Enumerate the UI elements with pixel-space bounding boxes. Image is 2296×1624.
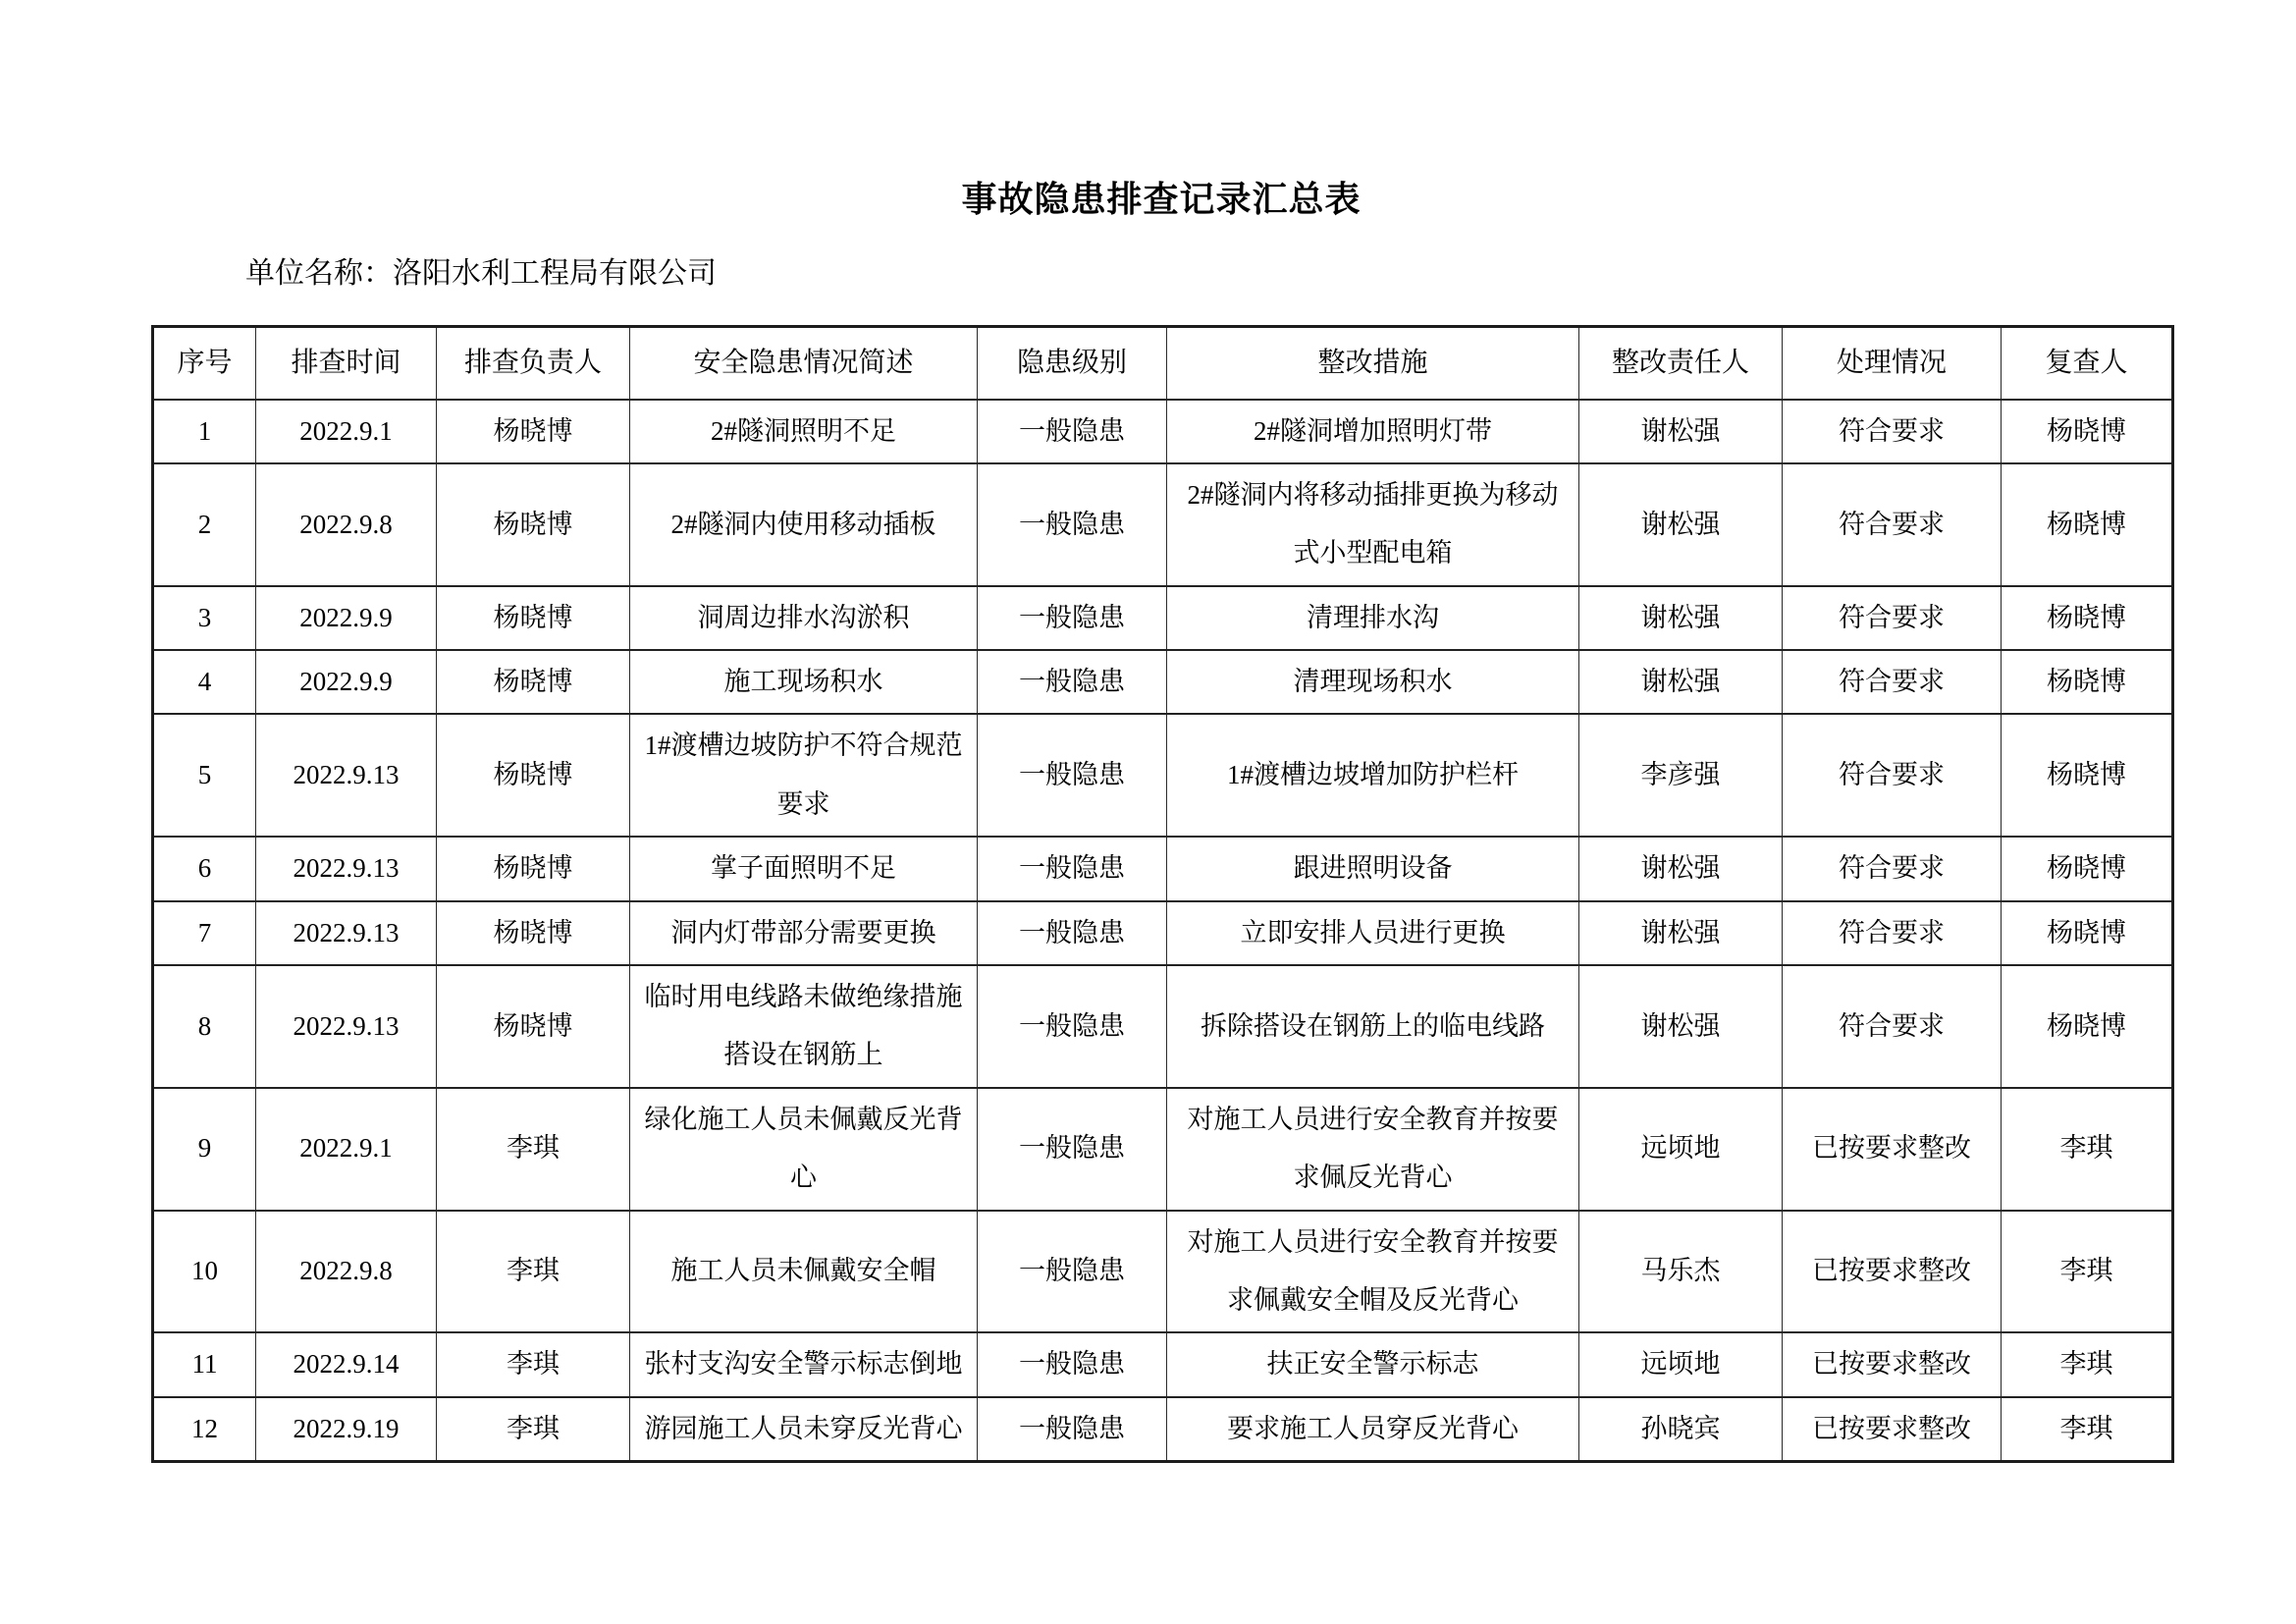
table-cell: 杨晓博 — [2002, 901, 2173, 965]
table-cell: 一般隐患 — [978, 901, 1167, 965]
table-cell: 一般隐患 — [978, 965, 1167, 1088]
table-cell: 李琪 — [437, 1397, 630, 1462]
table-cell: 2022.9.13 — [256, 965, 437, 1088]
table-row — [153, 837, 2173, 900]
table-header-cell: 序号 — [153, 327, 256, 400]
table-cell: 6 — [153, 837, 256, 900]
table-cell: 2#隧洞照明不足 — [630, 400, 978, 463]
table-cell: 扶正安全警示标志 — [1167, 1332, 1579, 1396]
table-header-cell: 排查负责人 — [437, 327, 630, 400]
table-row — [153, 586, 2173, 650]
unit-name-line: 单位名称：洛阳水利工程局有限公司 — [245, 257, 717, 290]
table-cell: 1#渡槽边坡防护不符合规范要求 — [630, 714, 978, 837]
table-cell: 3 — [153, 586, 256, 650]
table-cell: 洞内灯带部分需要更换 — [630, 901, 978, 965]
table-row — [153, 1211, 2173, 1333]
table-row — [153, 1088, 2173, 1211]
table-cell: 符合要求 — [1783, 714, 2002, 837]
table-cell: 9 — [153, 1088, 256, 1211]
table-header-cell: 处理情况 — [1783, 327, 2002, 400]
table-cell: 远顷地 — [1579, 1088, 1783, 1211]
table-cell: 符合要求 — [1783, 463, 2002, 586]
table-row — [153, 965, 2173, 1088]
table-cell: 一般隐患 — [978, 837, 1167, 900]
table-cell: 一般隐患 — [978, 1397, 1167, 1462]
table-cell: 施工人员未佩戴安全帽 — [630, 1211, 978, 1333]
table-cell: 杨晓博 — [437, 463, 630, 586]
table-cell: 杨晓博 — [437, 714, 630, 837]
table-cell: 4 — [153, 650, 256, 714]
table-cell: 李琪 — [2002, 1397, 2173, 1462]
table-cell: 一般隐患 — [978, 714, 1167, 837]
table-cell: 杨晓博 — [2002, 650, 2173, 714]
table-cell: 一般隐患 — [978, 1332, 1167, 1396]
table-cell: 要求施工人员穿反光背心 — [1167, 1397, 1579, 1462]
table-cell: 张村支沟安全警示标志倒地 — [630, 1332, 978, 1396]
table-cell: 已按要求整改 — [1783, 1332, 2002, 1396]
table-cell: 符合要求 — [1783, 837, 2002, 900]
table-cell: 杨晓博 — [2002, 463, 2173, 586]
hazard-record-table — [151, 325, 2174, 1463]
table-cell: 一般隐患 — [978, 463, 1167, 586]
table-cell: 对施工人员进行安全教育并按要求佩戴安全帽及反光背心 — [1167, 1211, 1579, 1333]
table-cell: 杨晓博 — [2002, 714, 2173, 837]
table-cell: 2 — [153, 463, 256, 586]
table-cell: 符合要求 — [1783, 650, 2002, 714]
table-cell: 游园施工人员未穿反光背心 — [630, 1397, 978, 1462]
table-cell: 谢松强 — [1579, 586, 1783, 650]
table-cell: 杨晓博 — [437, 965, 630, 1088]
table-cell: 已按要求整改 — [1783, 1088, 2002, 1211]
table-body — [153, 400, 2173, 1462]
table-cell: 杨晓博 — [2002, 586, 2173, 650]
table-cell: 一般隐患 — [978, 650, 1167, 714]
table-cell: 李琪 — [2002, 1211, 2173, 1333]
table-cell: 绿化施工人员未佩戴反光背心 — [630, 1088, 978, 1211]
table-cell: 洞周边排水沟淤积 — [630, 586, 978, 650]
table-cell: 一般隐患 — [978, 1088, 1167, 1211]
table-cell: 掌子面照明不足 — [630, 837, 978, 900]
table-cell: 杨晓博 — [2002, 965, 2173, 1088]
table-cell: 2022.9.13 — [256, 837, 437, 900]
table-cell: 2022.9.13 — [256, 714, 437, 837]
table-cell: 清理排水沟 — [1167, 586, 1579, 650]
table-cell: 谢松强 — [1579, 837, 1783, 900]
table-cell: 2022.9.9 — [256, 586, 437, 650]
table-cell: 11 — [153, 1332, 256, 1396]
table-cell: 10 — [153, 1211, 256, 1333]
table-cell: 对施工人员进行安全教育并按要求佩反光背心 — [1167, 1088, 1579, 1211]
table-row — [153, 463, 2173, 586]
table-cell: 1#渡槽边坡增加防护栏杆 — [1167, 714, 1579, 837]
table-cell: 5 — [153, 714, 256, 837]
table-cell: 李琪 — [2002, 1088, 2173, 1211]
table-cell: 符合要求 — [1783, 901, 2002, 965]
table-header-cell: 安全隐患情况简述 — [630, 327, 978, 400]
table-cell: 孙晓宾 — [1579, 1397, 1783, 1462]
table-header-cell: 隐患级别 — [978, 327, 1167, 400]
table-cell: 杨晓博 — [2002, 837, 2173, 900]
table-cell: 杨晓博 — [437, 400, 630, 463]
table-header-cell: 排查时间 — [256, 327, 437, 400]
table-cell: 2022.9.1 — [256, 1088, 437, 1211]
table-cell: 杨晓博 — [437, 901, 630, 965]
table-cell: 施工现场积水 — [630, 650, 978, 714]
table-row — [153, 1397, 2173, 1462]
document-content — [151, 0, 2171, 1463]
table-cell: 符合要求 — [1783, 965, 2002, 1088]
table-row — [153, 650, 2173, 714]
table-cell: 2#隧洞增加照明灯带 — [1167, 400, 1579, 463]
table-cell: 一般隐患 — [978, 400, 1167, 463]
table-cell: 2022.9.13 — [256, 901, 437, 965]
table-cell: 2022.9.8 — [256, 463, 437, 586]
table-cell: 2#隧洞内将移动插排更换为移动式小型配电箱 — [1167, 463, 1579, 586]
table-cell: 拆除搭设在钢筋上的临电线路 — [1167, 965, 1579, 1088]
table-header-cell: 整改责任人 — [1579, 327, 1783, 400]
table-cell: 符合要求 — [1783, 586, 2002, 650]
table-cell: 谢松强 — [1579, 463, 1783, 586]
table-cell: 远顷地 — [1579, 1332, 1783, 1396]
table-cell: 谢松强 — [1579, 901, 1783, 965]
table-cell: 谢松强 — [1579, 400, 1783, 463]
table-cell: 杨晓博 — [2002, 400, 2173, 463]
table-row — [153, 400, 2173, 463]
table-cell: 1 — [153, 400, 256, 463]
table-cell: 2#隧洞内使用移动插板 — [630, 463, 978, 586]
table-cell: 杨晓博 — [437, 650, 630, 714]
table-cell: 李琪 — [2002, 1332, 2173, 1396]
table-cell: 2022.9.8 — [256, 1211, 437, 1333]
table-header-row — [153, 327, 2173, 400]
table-row — [153, 714, 2173, 837]
table-cell: 2022.9.9 — [256, 650, 437, 714]
table-cell: 跟进照明设备 — [1167, 837, 1579, 900]
table-cell: 清理现场积水 — [1167, 650, 1579, 714]
table-cell: 谢松强 — [1579, 650, 1783, 714]
table-cell: 临时用电线路未做绝缘措施搭设在钢筋上 — [630, 965, 978, 1088]
table-row — [153, 1332, 2173, 1396]
table-cell: 一般隐患 — [978, 1211, 1167, 1333]
table-cell: 李琪 — [437, 1088, 630, 1211]
table-cell: 2022.9.14 — [256, 1332, 437, 1396]
table-cell: 2022.9.1 — [256, 400, 437, 463]
table-cell: 2022.9.19 — [256, 1397, 437, 1462]
table-cell: 12 — [153, 1397, 256, 1462]
table-cell: 李彦强 — [1579, 714, 1783, 837]
table-cell: 杨晓博 — [437, 586, 630, 650]
table-cell: 谢松强 — [1579, 965, 1783, 1088]
table-cell: 已按要求整改 — [1783, 1211, 2002, 1333]
table-row — [153, 901, 2173, 965]
table-cell: 立即安排人员进行更换 — [1167, 901, 1579, 965]
table-cell: 李琪 — [437, 1211, 630, 1333]
table-header-cell: 复查人 — [2002, 327, 2173, 400]
table-cell: 马乐杰 — [1579, 1211, 1783, 1333]
table-cell: 一般隐患 — [978, 586, 1167, 650]
document-title: 事故隐患排查记录汇总表 — [961, 180, 1362, 220]
table-cell: 已按要求整改 — [1783, 1397, 2002, 1462]
table-header-cell: 整改措施 — [1167, 327, 1579, 400]
table-cell: 8 — [153, 965, 256, 1088]
table-cell: 7 — [153, 901, 256, 965]
table-cell: 符合要求 — [1783, 400, 2002, 463]
table-cell: 李琪 — [437, 1332, 630, 1396]
table-cell: 杨晓博 — [437, 837, 630, 900]
